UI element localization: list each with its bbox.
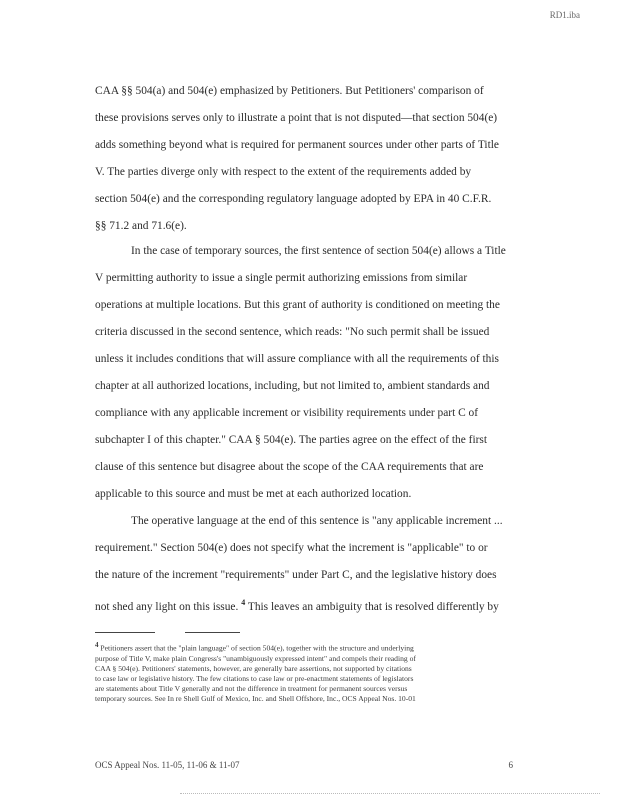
paragraph-2 <box>95 238 515 508</box>
text-line: V permitting authority to issue a single permit authorizing emissions from similar <box>95 272 468 284</box>
text-line: CAA §§ 504(a) and 504(e) emphasized by Petitioners. But Petitioners' comparison of <box>95 85 484 97</box>
footnote-line: temporary sources. See In re Shell Gulf of Mexico, Inc. and Shell Offshore, Inc., OCS Appeal Nos. 10-01 <box>95 693 416 703</box>
text-line: operations at multiple locations. But this grant of authority is conditioned on meeting the <box>95 299 500 311</box>
footnote-line: are statements about Title V generally and not the difference in treatment for permanent sources versus <box>95 683 408 693</box>
text-fragment: Petitioners assert that the "plain language" of section 504(e), together with the structure and underlying <box>100 643 414 653</box>
text-line: the nature of the increment "requirements" under Part C, and the legislative history does <box>95 569 497 581</box>
page-number: 6 <box>508 760 513 770</box>
footnote-line <box>95 640 515 654</box>
text-line: section 504(e) and the corresponding regulatory language adopted by EPA in 40 C.F.R. <box>95 193 492 205</box>
footnote-marker: 4 <box>95 641 99 649</box>
text-line: V. The parties diverge only with respect to the extent of the requirements added by <box>95 166 472 178</box>
text-line: these provisions serves only to illustrate a point that is not disputed—that section 504(e) <box>95 112 498 124</box>
page-footer: OCS Appeal Nos. 11-05, 11-06 & 11-07 <box>95 760 240 770</box>
text-line: chapter at all authorized locations, including, but not limited to, ambient standards and <box>95 380 490 392</box>
text-line: criteria discussed in the second sentence, which reads: "No such permit shall be issued <box>95 326 490 338</box>
text-fragment: This leaves an ambiguity that is resolved differently by <box>247 600 499 613</box>
footnote-line: CAA § 504(e). Petitioners' statements, however, are generally bare assertions, not supported by citations <box>95 663 412 673</box>
text-line: subchapter I of this chapter." CAA § 504(e). The parties agree on the effect of the first <box>95 434 488 446</box>
text-line: requirement." Section 504(e) does not specify what the increment is "applicable" to or <box>95 542 488 554</box>
footnote-line: to case law or legislative history. The few citations to case law or pre-enactment statements of legislators <box>95 673 414 683</box>
text-line: compliance with any applicable increment or visibility requirements under part C of <box>95 407 479 419</box>
text-line <box>95 589 515 621</box>
scan-artifact-line <box>180 793 600 794</box>
footnote-line: purpose of Title V, make plain Congress's "unambiguously expressed intent" and compels their reading of <box>95 653 416 663</box>
text-line: The operative language at the end of this sentence is "any applicable increment ... <box>131 515 503 527</box>
footnote-ref[interactable]: 4 <box>241 598 246 607</box>
paragraph-3 <box>95 508 515 621</box>
text-line: clause of this sentence but disagree about the scope of the CAA requirements that are <box>95 461 484 473</box>
text-line: unless it includes conditions that will assure compliance with all the requirements of this <box>95 353 499 365</box>
text-line: adds something beyond what is required for permanent sources under other parts of Title <box>95 139 499 151</box>
text-line: In the case of temporary sources, the first sentence of section 504(e) allows a Title <box>131 245 506 257</box>
footnote-separator <box>95 632 155 633</box>
text-line: applicable to this source and must be met at each authorized location. <box>95 488 412 500</box>
footnote-separator <box>185 632 240 633</box>
footnote-4 <box>95 640 515 704</box>
running-header: RD1.iba <box>549 10 580 20</box>
paragraph-1 <box>95 78 515 240</box>
text-line: §§ 71.2 and 71.6(e). <box>95 220 187 232</box>
text-fragment: not shed any light on this issue. <box>95 600 239 613</box>
